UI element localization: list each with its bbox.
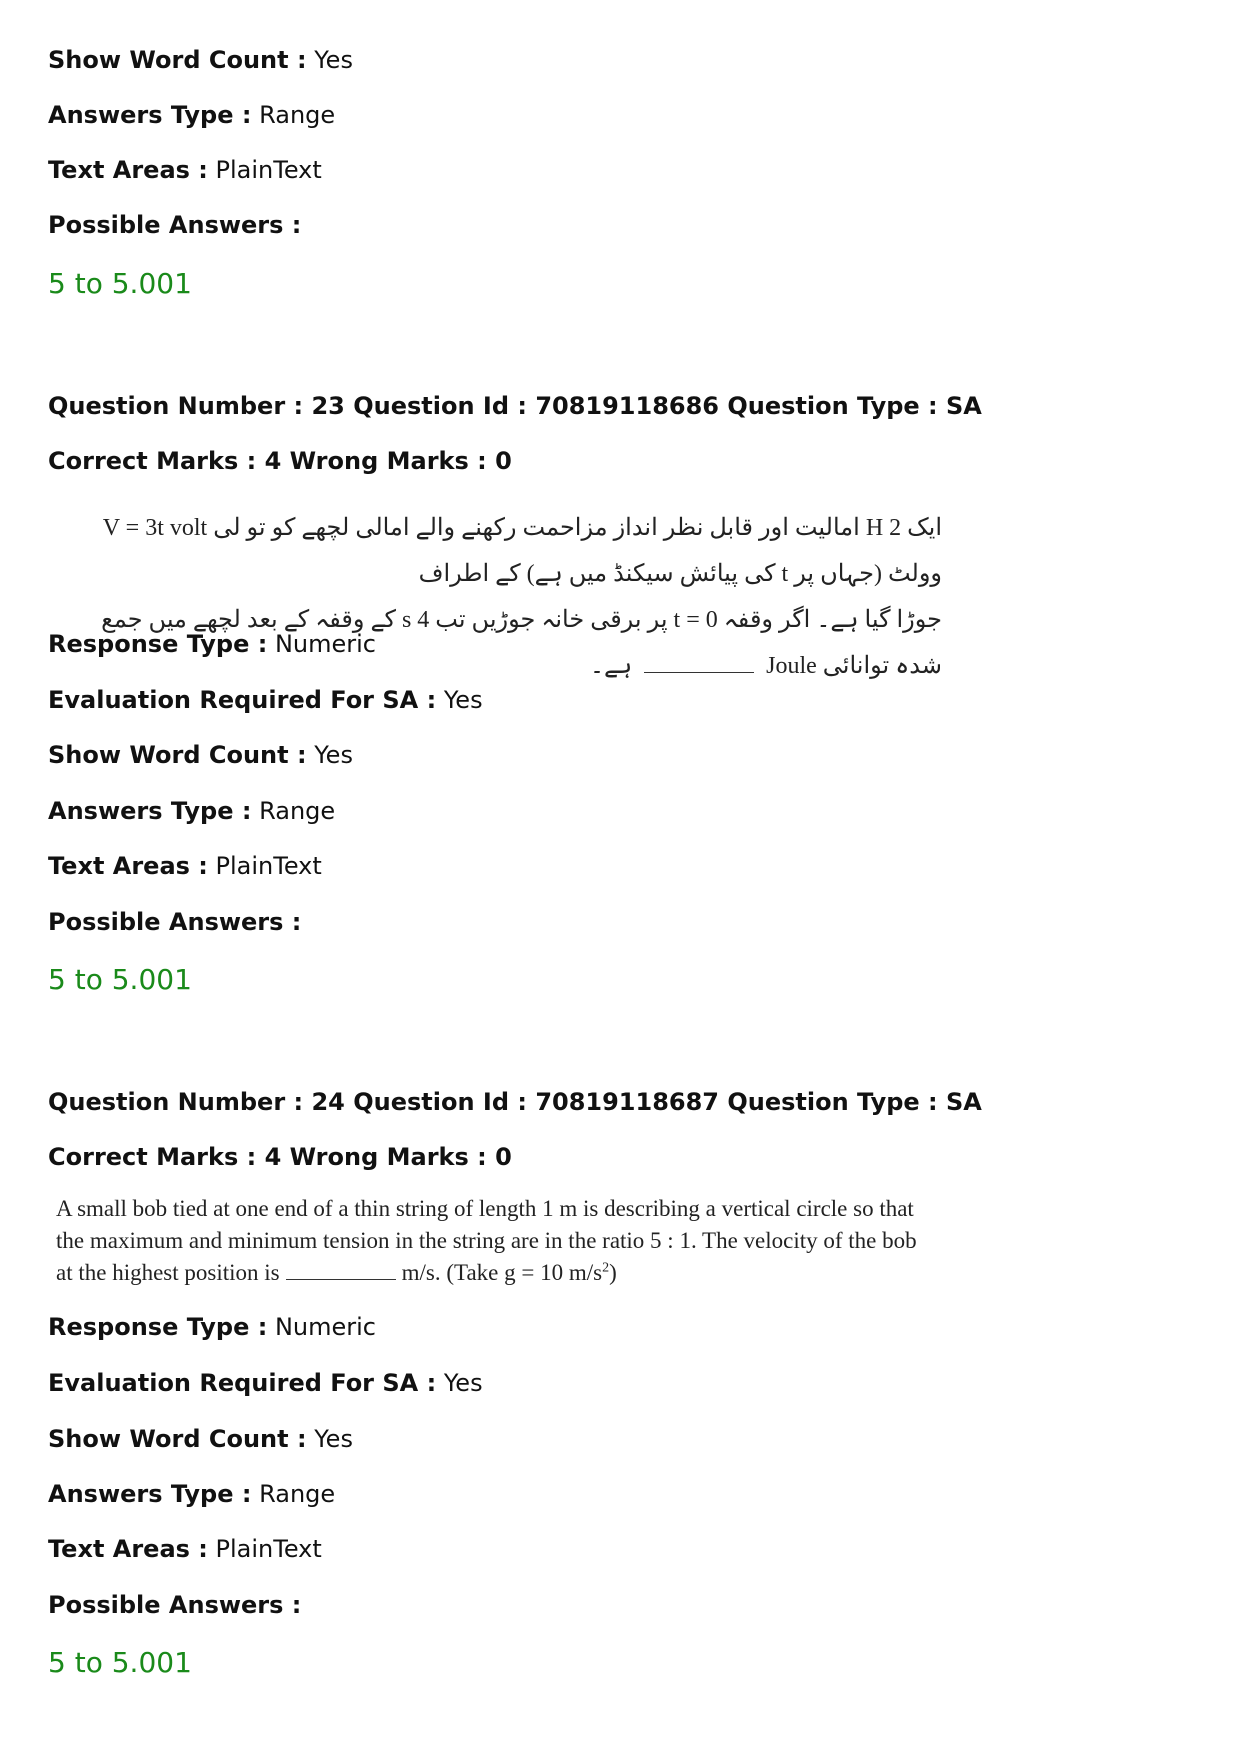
field-label: Answers Type : [48, 101, 252, 129]
show-word-count-row [48, 1423, 353, 1455]
answer-blank [286, 1279, 396, 1280]
field-value: PlainText [215, 1535, 322, 1563]
field-label: Possible Answers : [48, 908, 302, 936]
field-value: Range [259, 797, 336, 825]
possible-answers-row [48, 1589, 301, 1621]
answers-type-row [48, 1478, 335, 1510]
field-label: Show Word Count : [48, 741, 307, 769]
evaluation-row [48, 1367, 483, 1399]
response-type-row [48, 628, 376, 660]
question-text [56, 1193, 917, 1289]
evaluation-row [48, 684, 483, 716]
field-value: Numeric [274, 630, 376, 658]
field-value: Yes [314, 46, 353, 74]
field-value: Yes [443, 1369, 483, 1397]
field-label: Evaluation Required For SA : [48, 686, 437, 714]
field-label: Text Areas : [48, 1535, 208, 1563]
field-label: Possible Answers : [48, 1591, 302, 1619]
question-text-line [56, 1257, 917, 1289]
field-value: PlainText [215, 156, 322, 184]
field-label: Show Word Count : [48, 46, 307, 74]
question-text-line: A small bob tied at one end of a thin string of length 1 m is describing a vertical circle so that [56, 1196, 914, 1221]
text-areas-row [48, 1533, 322, 1565]
field-value: Range [259, 101, 336, 129]
question-text-line: ایک 2 H امالیت اور قابل نظر انداز مزاحمت رکھنے والے امالی لچھے کو تو لی V = 3t volt وولٹ (جہاں پر t کی پیائش سیکنڈ میں ہے) کے اطراف [102, 515, 942, 587]
field-value: Yes [314, 741, 353, 769]
question-header: Question Number : 23 Question Id : 70819118686 Question Type : SA [48, 392, 982, 420]
answers-type-row [48, 99, 335, 131]
field-label: Response Type : [48, 1313, 268, 1341]
field-label: Evaluation Required For SA : [48, 1369, 437, 1397]
field-value: Yes [314, 1425, 353, 1453]
question-text [56, 505, 942, 689]
field-label: Answers Type : [48, 1480, 252, 1508]
question-text-part: ہے۔ [589, 653, 633, 679]
possible-answer: 5 to 5.001 [48, 267, 192, 300]
field-value: Range [259, 1480, 336, 1508]
field-value: Numeric [274, 1313, 376, 1341]
field-value: Yes [443, 686, 483, 714]
field-label: Text Areas : [48, 852, 208, 880]
marks-row: Correct Marks : 4 Wrong Marks : 0 [48, 447, 512, 475]
response-type-row [48, 1311, 376, 1343]
answers-type-row [48, 795, 335, 827]
field-label: Possible Answers : [48, 211, 302, 239]
superscript: 2 [602, 1260, 610, 1276]
possible-answers-row [48, 209, 301, 241]
question-header: Question Number : 24 Question Id : 70819118687 Question Type : SA [48, 1088, 982, 1116]
possible-answers-row [48, 906, 301, 938]
text-areas-row [48, 850, 322, 882]
question-text-part: m/s. (Take g = 10 m/s [401, 1260, 603, 1285]
field-label: Response Type : [48, 630, 268, 658]
field-label: Show Word Count : [48, 1425, 307, 1453]
question-text-part: جوڑا گیا ہے۔ اگر وقفہ t = 0 پر برقی خانہ جوڑیں تب 4 s کے وقفہ کے بعد لچھے میں جمع شدہ توانائی Joule [101, 607, 942, 679]
possible-answer: 5 to 5.001 [48, 1646, 192, 1679]
possible-answer: 5 to 5.001 [48, 963, 192, 996]
question-text-line: the maximum and minimum tension in the string are in the ratio 5 : 1. The velocity of the bob [56, 1228, 917, 1253]
question-text-part: ) [609, 1260, 617, 1285]
marks-row: Correct Marks : 4 Wrong Marks : 0 [48, 1143, 512, 1171]
text-areas-row [48, 154, 322, 186]
field-label: Text Areas : [48, 156, 208, 184]
answer-blank [644, 672, 754, 673]
field-label: Answers Type : [48, 797, 252, 825]
show-word-count-row [48, 739, 353, 771]
question-text-part: at the highest position is [56, 1260, 280, 1285]
field-value: PlainText [215, 852, 322, 880]
show-word-count-row [48, 44, 353, 76]
